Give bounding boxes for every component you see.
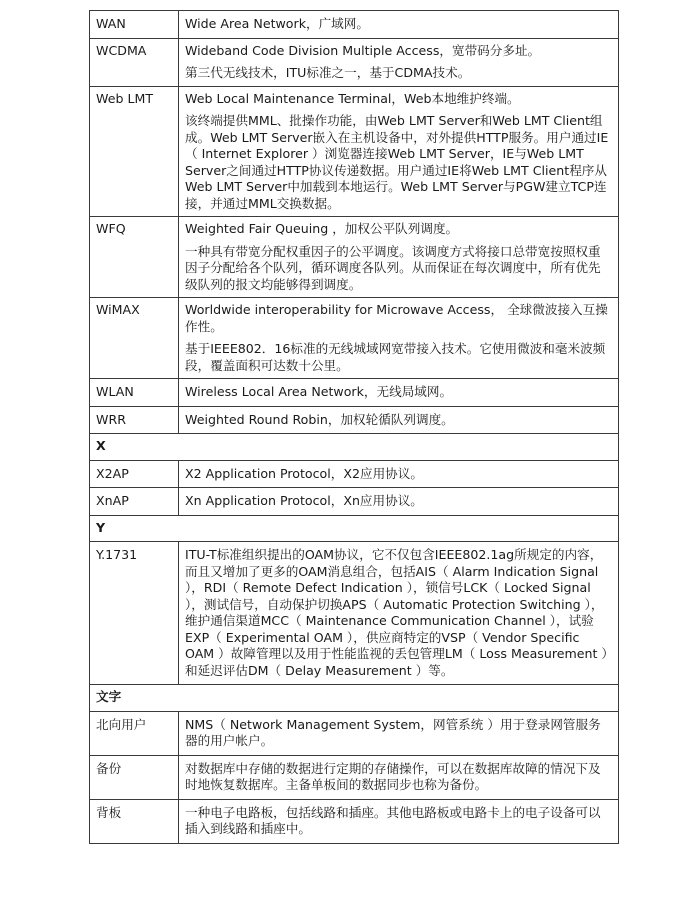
glossary-entry-row [90, 406, 619, 434]
definition-paragraph: 对数据库中存储的数据进行定期的存储操作，可以在数据库故障的情况下及时地恢复数据库。主备单板间的数据同步也称为备份。 [185, 760, 601, 792]
glossary-definition [179, 542, 619, 685]
glossary-entry-row [90, 11, 619, 39]
section-header: X [90, 434, 619, 461]
glossary-body [90, 11, 619, 844]
glossary-definition [179, 38, 619, 86]
glossary-term: 背板 [90, 799, 179, 843]
glossary-term: WCDMA [90, 38, 179, 86]
glossary-entry-row [90, 379, 619, 407]
glossary-definition [179, 460, 619, 488]
glossary-term: WRR [90, 406, 179, 434]
glossary-entry-row [90, 542, 619, 685]
glossary-entry-row [90, 86, 619, 217]
glossary-table [89, 10, 619, 844]
definition-paragraph: Wireless Local Area Network，无线局域网。 [185, 384, 453, 399]
glossary-entry-row [90, 488, 619, 516]
glossary-definition [179, 755, 619, 799]
section-header: Y [90, 515, 619, 542]
definition-paragraph: Web Local Maintenance Terminal，Web本地维护终端。 [185, 90, 520, 106]
glossary-definition [179, 86, 619, 217]
glossary-term: WAN [90, 11, 179, 39]
section-header: 文字 [90, 685, 619, 712]
glossary-term: X2AP [90, 460, 179, 488]
definition-paragraph: 基于IEEE802．16标准的无线城域网宽带接入技术。它使用微波和毫米波频段，覆盖面积可达数十公里。 [185, 341, 606, 373]
definition-paragraph: Worldwide interoperability for Microwave Access， 全球微波接入互操作性。 [185, 302, 608, 334]
section-header-row [90, 685, 619, 712]
definition-paragraph: Weighted Fair Queuing ，加权公平队列调度。 [185, 221, 459, 236]
glossary-term: Web LMT [90, 86, 179, 217]
definition-paragraph: 第三代无线技术，ITU标准之一，基于CDMA技术。 [185, 65, 471, 80]
glossary-entry-row [90, 298, 619, 379]
glossary-definition [179, 488, 619, 516]
glossary-term: WLAN [90, 379, 179, 407]
glossary-entry-row [90, 755, 619, 799]
glossary-term: 备份 [90, 755, 179, 799]
definition-paragraph: Wideband Code Division Multiple Access，宽带码分多址。 [185, 42, 541, 58]
definition-paragraph: X2 Application Protocol，X2应用协议。 [185, 465, 423, 481]
glossary-term: Y.1731 [90, 542, 179, 685]
glossary-term: 北向用户 [90, 711, 179, 755]
glossary-entry-row [90, 38, 619, 86]
glossary-definition [179, 379, 619, 407]
glossary-definition [179, 217, 619, 298]
definition-paragraph: Wide Area Network，广域网。 [185, 16, 369, 31]
glossary-definition [179, 799, 619, 843]
section-header-row [90, 515, 619, 542]
glossary-term: WFQ [90, 217, 179, 298]
glossary-term: WiMAX [90, 298, 179, 379]
definition-paragraph: 该终端提供MML、批操作功能，由Web LMT Server和Web LMT Client组成。Web LMT Server嵌入在主机设备中，对外提供HTTP服务。用户通过IE（ Internet Explorer ）浏览器连接Web LMT Server，IE与Web LMT Server之间通过HTTP协议传递数据。用户通过IE将Web LMT Client程序从Web LMT Server中加载到本地运行。Web LMT Server与PGW建立TCP连接，并通过MML交换数据。 [185, 113, 609, 211]
glossary-term: XnAP [90, 488, 179, 516]
section-header-row [90, 434, 619, 461]
glossary-definition [179, 406, 619, 434]
definition-paragraph: ITU-T标准组织提出的OAM协议，它不仅包含IEEE802.1ag所规定的内容，而且又增加了更多的OAM消息组合，包括AIS（ Alarm Indication Signal ），RDI（ Remote Defect Indication ），锁信号LCK（ Locked Signal ），测试信号，自动保护切换APS（ Automatic Protection Switching ），维护通信渠道MCC（ Maintenance Communication Channel ），试验EXP（ Experimental OAM ），供应商特定的VSP（ Vendor Specific OAM ）故障管理以及用于性能监视的丢包管理LM（ Loss Measurement ）和延迟评估DM（ Delay Measurement ）等。 [185, 547, 608, 678]
glossary-entry-row [90, 799, 619, 843]
glossary-definition [179, 711, 619, 755]
definition-paragraph: NMS（ Network Management System，网管系统 ）用于登录网管服务器的用户帐户。 [185, 716, 601, 748]
glossary-definition [179, 11, 619, 39]
definition-paragraph: Weighted Round Robin，加权轮循队列调度。 [185, 411, 454, 427]
definition-paragraph: Xn Application Protocol，Xn应用协议。 [185, 493, 423, 508]
glossary-entry-row [90, 711, 619, 755]
glossary-entry-row [90, 460, 619, 488]
definition-paragraph: 一种电子电路板，包括线路和插座。其他电路板或电路卡上的电子设备可以插入到线路和插座中。 [185, 804, 601, 836]
glossary-definition [179, 298, 619, 379]
glossary-entry-row [90, 217, 619, 298]
definition-paragraph: 一种具有带宽分配权重因子的公平调度。该调度方式将接口总带宽按照权重因子分配给各个队列，循环调度各队列。从而保证在每次调度中，所有优先级队列的报文均能够得到调度。 [185, 243, 601, 292]
